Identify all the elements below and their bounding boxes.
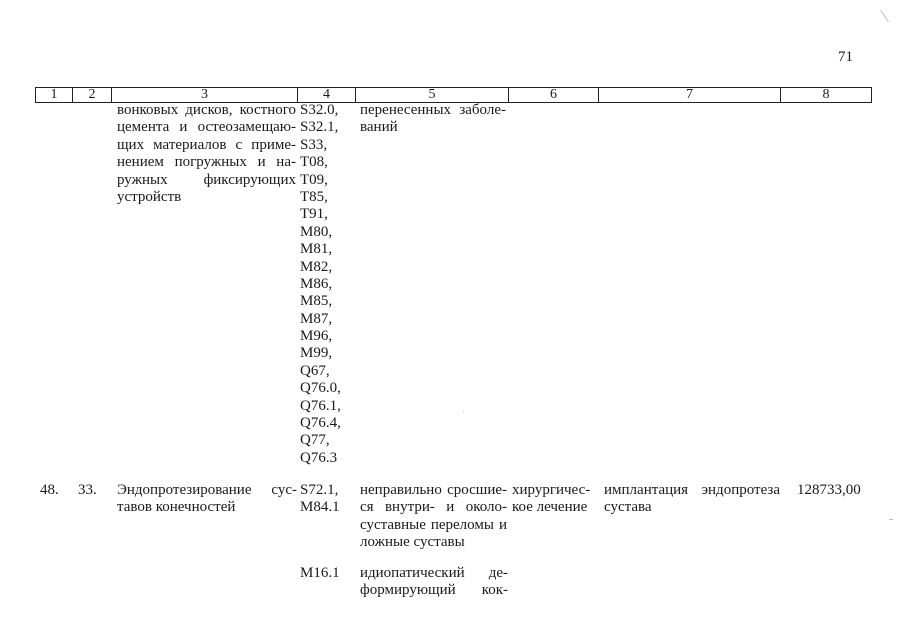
- scan-speck: [880, 10, 889, 22]
- word: около-: [465, 499, 507, 516]
- icd-code: Q76.3: [300, 449, 338, 466]
- word: дисков,: [185, 102, 233, 118]
- word: неправильно: [360, 482, 442, 498]
- icd-code: S32.0,: [300, 102, 339, 118]
- icd-code: M87,: [300, 310, 333, 327]
- cost-value: 128733,00: [797, 482, 861, 498]
- patient-model-line: [360, 582, 508, 599]
- group-number: 33.: [78, 482, 97, 498]
- word: и: [446, 499, 455, 516]
- word: материалов: [153, 136, 227, 153]
- icd-code: Q76.0,: [300, 380, 341, 397]
- care-type-line: тавов конечностей: [117, 499, 236, 516]
- word: де-: [488, 565, 508, 581]
- patient-model-line: [360, 482, 507, 499]
- column-number-5: 5: [355, 88, 508, 102]
- sub-entry-icd-codes-cell: [300, 565, 355, 582]
- word: формирующий: [360, 582, 456, 599]
- icd-codes-cell: [300, 482, 355, 517]
- continued-care-type-cell: [117, 102, 296, 206]
- continued-patient-model-cell: [360, 102, 506, 137]
- word: заболе-: [459, 102, 506, 118]
- row-number-cell: [40, 482, 59, 499]
- icd-code: M80,: [300, 223, 333, 240]
- column-number-2: 2: [72, 88, 111, 102]
- patient-model-line: [360, 102, 506, 119]
- icd-code: S33,: [300, 136, 328, 153]
- care-type-line: [117, 482, 297, 499]
- treatment-method-line: сустава: [604, 499, 652, 516]
- icd-code: Q77,: [300, 432, 330, 449]
- word: переломы: [430, 516, 494, 533]
- treatment-method-line: [604, 482, 780, 499]
- icd-code: Q76.4,: [300, 415, 341, 432]
- patient-model-line: ваний: [360, 119, 398, 136]
- icd-code: M96,: [300, 328, 333, 345]
- icd-code: T85,: [300, 188, 328, 205]
- sub-entry-patient-model-cell: [360, 565, 508, 600]
- treatment-type-line: кое лечение: [512, 499, 588, 516]
- word: и: [257, 154, 266, 171]
- column-number-4: 4: [297, 88, 355, 102]
- column-number-3: 3: [111, 88, 297, 102]
- word: цемента: [117, 119, 170, 136]
- row-number: 48.: [40, 482, 59, 498]
- care-type-line: [117, 102, 296, 119]
- word: фиксирующих: [203, 171, 296, 188]
- word: на-: [276, 154, 296, 171]
- patient-model-line: ложные суставы: [360, 534, 465, 551]
- column-number-1: 1: [50, 87, 58, 102]
- word: погружных: [174, 154, 247, 171]
- scan-speck: [463, 411, 464, 412]
- patient-model-cell: [360, 482, 507, 552]
- word: сус-: [271, 482, 297, 498]
- icd-code: M16.1: [300, 565, 340, 581]
- icd-code: S32.1,: [300, 119, 339, 136]
- icd-code: M81,: [300, 241, 333, 258]
- icd-code: S72.1,: [300, 482, 339, 498]
- word: приме-: [251, 136, 296, 153]
- word: остеозамещаю-: [197, 119, 296, 136]
- patient-model-line: [360, 565, 508, 582]
- cost-cell: [797, 482, 861, 499]
- word: и: [179, 119, 188, 136]
- word: вонковых: [117, 102, 179, 118]
- word: с: [235, 136, 243, 153]
- column-number-8: 8: [780, 88, 871, 102]
- word: идиопатический: [360, 565, 465, 581]
- table-column-header-row: [35, 87, 872, 103]
- patient-model-line: [360, 517, 507, 534]
- word: кок-: [481, 582, 508, 599]
- column-number-7: 7: [598, 88, 780, 102]
- word: имплантация: [604, 482, 689, 498]
- word: перенесенных: [360, 102, 452, 118]
- word: костного: [239, 102, 296, 118]
- icd-code: M84.1: [300, 499, 340, 516]
- word: нением: [117, 154, 164, 171]
- word: ружных: [117, 171, 168, 188]
- care-type-line: [117, 119, 296, 136]
- group-number-cell: [78, 482, 97, 499]
- word: сросшие-: [447, 482, 507, 498]
- care-type-cell: [117, 482, 297, 517]
- icd-code: T08,: [300, 154, 328, 171]
- word: и: [498, 516, 507, 533]
- icd-code: T09,: [300, 171, 328, 188]
- word: внутри-: [384, 499, 435, 516]
- word: щих: [117, 136, 145, 153]
- care-type-line: [117, 172, 296, 189]
- treatment-method-cell: [604, 482, 780, 517]
- word: ся: [360, 499, 374, 516]
- icd-code: M99,: [300, 345, 333, 362]
- icd-code: M82,: [300, 258, 333, 275]
- word: суставные: [360, 516, 426, 533]
- care-type-line: [117, 154, 296, 171]
- column-number-6: 6: [508, 88, 598, 102]
- page-number: 71: [838, 49, 853, 65]
- icd-code: Q76.1,: [300, 397, 341, 414]
- continued-icd-codes-cell: [300, 102, 355, 467]
- care-type-line: [117, 137, 296, 154]
- patient-model-line: [360, 499, 507, 516]
- icd-code: M85,: [300, 293, 333, 310]
- care-type-line: устройств: [117, 188, 182, 205]
- treatment-type-line: хирургичес-: [512, 482, 591, 498]
- word: Эндопротезирование: [117, 482, 252, 498]
- word: эндопротеза: [701, 482, 780, 498]
- treatment-type-cell: [512, 482, 600, 517]
- icd-code: T91,: [300, 206, 328, 223]
- icd-code: Q67,: [300, 362, 330, 379]
- icd-code: M86,: [300, 275, 333, 292]
- scan-speck: [889, 519, 893, 520]
